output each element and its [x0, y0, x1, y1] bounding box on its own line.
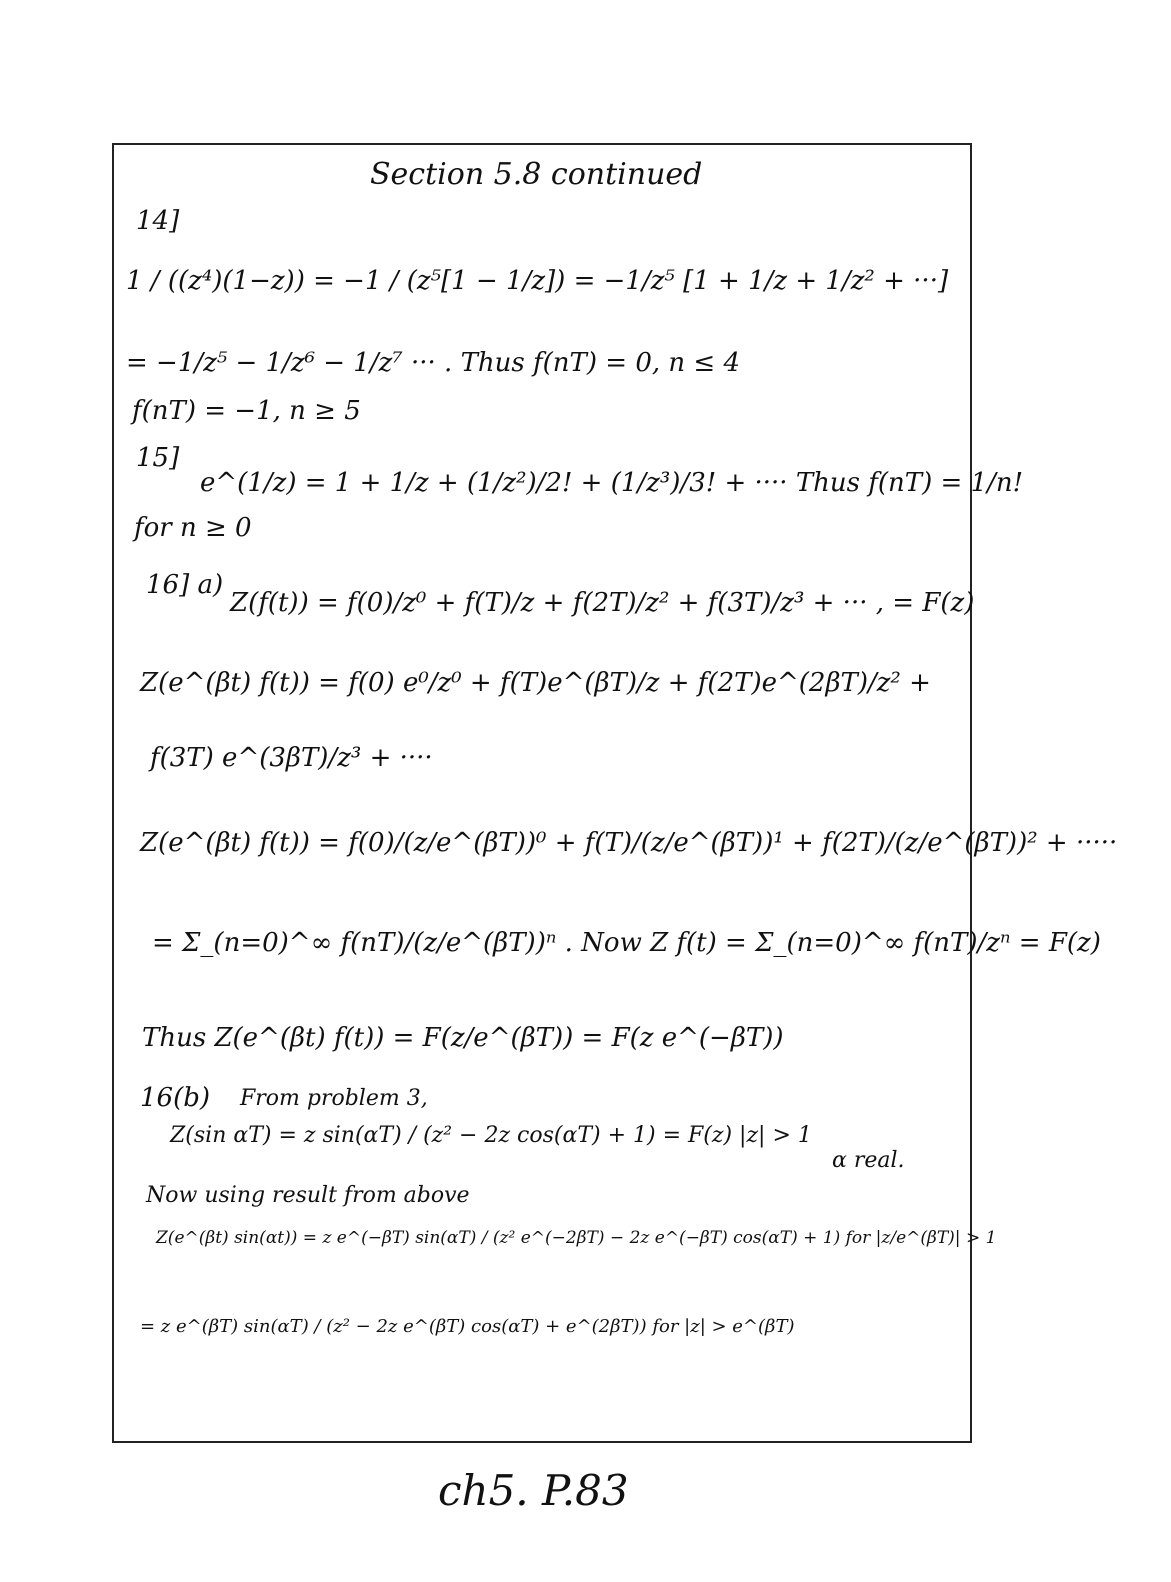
- problem-14-line-1: 1 / ((z⁴)(1−z)) = −1 / (z⁵[1 − 1/z]) = −1/z⁵ [1 + 1/z + 1/z² + ···]: [126, 266, 949, 296]
- section-header: Section 5.8 continued: [370, 157, 703, 192]
- problem-16b-line-6: = z e^(βT) sin(αT) / (z² − 2z e^(βT) cos(αT) + e^(2βT)) for |z| > e^(βT): [140, 1316, 795, 1337]
- problem-14-line-2: = −1/z⁵ − 1/z⁶ − 1/z⁷ ··· . Thus f(nT) = 0, n ≤ 4: [126, 348, 741, 378]
- problem-16a-line-1: Z(f(t)) = f(0)/z⁰ + f(T)/z + f(2T)/z² + f(3T)/z³ + ··· , = F(z): [230, 588, 975, 618]
- problem-16b-label: 16(b): [140, 1083, 211, 1113]
- problem-14-line-3: f(nT) = −1, n ≥ 5: [132, 396, 361, 426]
- problem-15-line-2: for n ≥ 0: [134, 513, 252, 543]
- problem-16b-line-2: Z(sin αT) = z sin(αT) / (z² − 2z cos(αT) + 1) = F(z) |z| > 1: [170, 1123, 812, 1148]
- page-frame: [112, 143, 975, 1443]
- problem-16a-label: 16] a): [146, 570, 224, 600]
- problem-15-label: 15]: [136, 443, 180, 473]
- page-footer: ch5. P.83: [438, 1466, 629, 1515]
- problem-15-line-1: e^(1/z) = 1 + 1/z + (1/z²)/2! + (1/z³)/3! + ···· Thus f(nT) = 1/n!: [200, 468, 1024, 498]
- problem-16a-line-4: Z(e^(βt) f(t)) = f(0)/(z/e^(βT))⁰ + f(T)/(z/e^(βT))¹ + f(2T)/(z/e^(βT))² + ·····: [140, 828, 1118, 858]
- problem-16b-line-3: α real.: [832, 1148, 905, 1173]
- problem-14-label: 14]: [136, 206, 180, 236]
- problem-16b-line-1: From problem 3,: [240, 1086, 428, 1111]
- problem-16a-line-3: f(3T) e^(3βT)/z³ + ····: [150, 743, 433, 773]
- problem-16a-line-2: Z(e^(βt) f(t)) = f(0) e⁰/z⁰ + f(T)e^(βT)/z + f(2T)e^(2βT)/z² +: [140, 668, 931, 698]
- problem-16b-line-5: Z(e^(βt) sin(αt)) = z e^(−βT) sin(αT) / (z² e^(−2βT) − 2z e^(−βT) cos(αT) + 1) for |z/e^(βT)| > 1: [156, 1228, 997, 1248]
- problem-16b-line-4: Now using result from above: [146, 1183, 470, 1208]
- problem-16a-line-6: Thus Z(e^(βt) f(t)) = F(z/e^(βT)) = F(z e^(−βT)): [142, 1023, 784, 1053]
- problem-16a-line-5: = Σ_(n=0)^∞ f(nT)/(z/e^(βT))ⁿ . Now Z f(t) = Σ_(n=0)^∞ f(nT)/zⁿ = F(z): [152, 928, 1101, 958]
